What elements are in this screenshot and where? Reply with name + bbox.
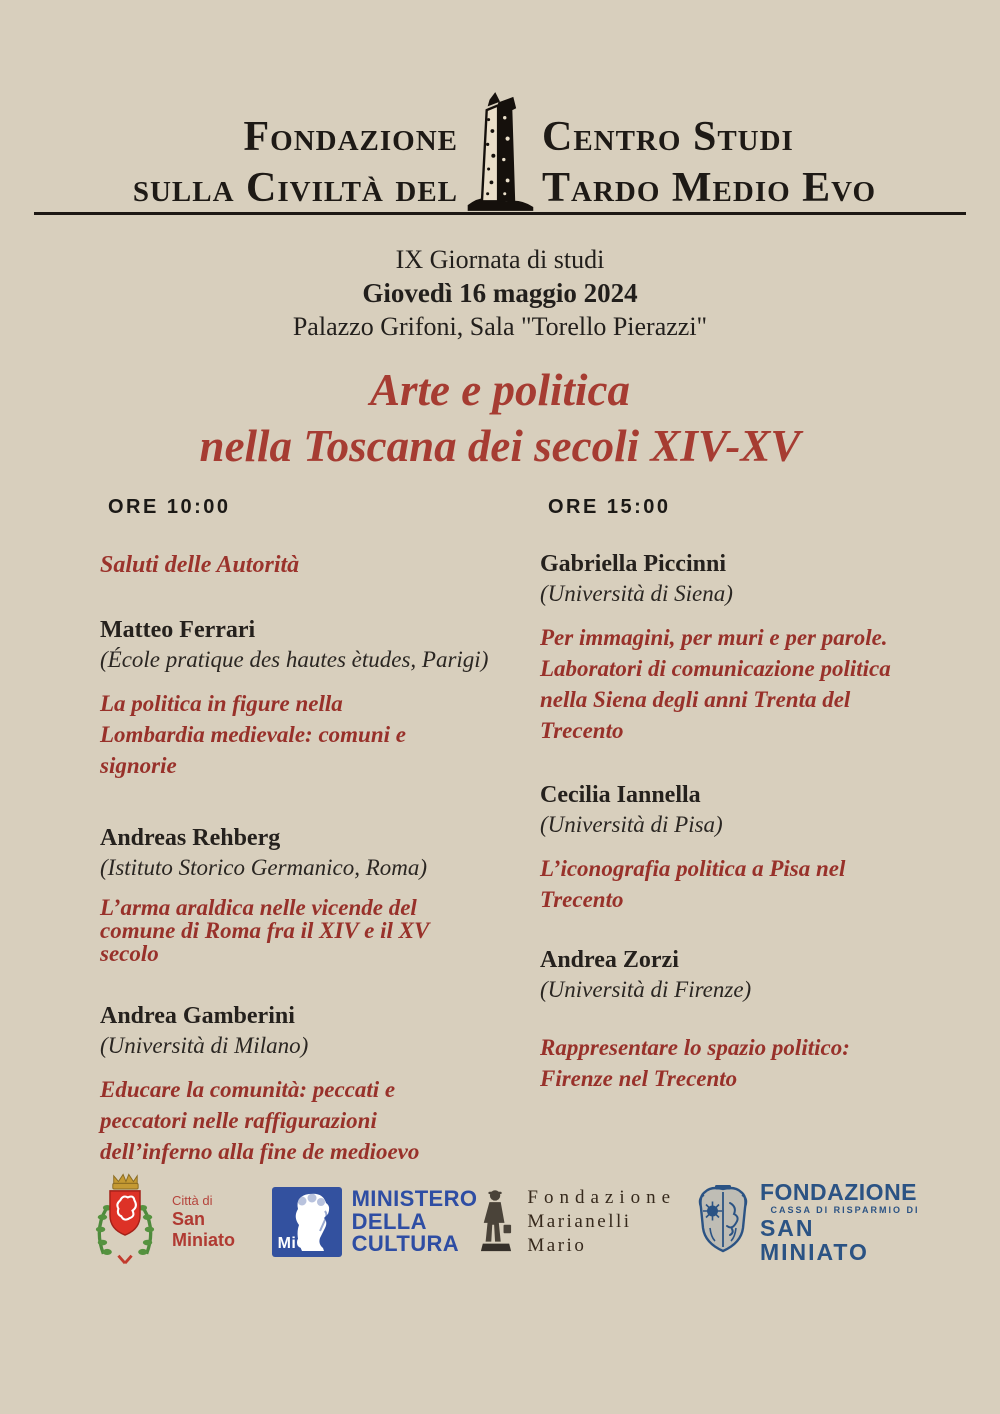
talk bbox=[540, 945, 972, 1094]
afternoon-session-column bbox=[540, 496, 972, 1094]
speaker-affiliation: (Università di Pisa) bbox=[540, 812, 723, 837]
talk-title-line: Per immagini, per muri e per parole. bbox=[540, 625, 888, 650]
crsm-line1: FONDAZIONE bbox=[759, 1179, 918, 1205]
mic-statue-icon bbox=[272, 1187, 342, 1257]
san-miniato-city-label: Città di bbox=[172, 1193, 213, 1208]
talk-title bbox=[100, 1074, 512, 1167]
talk-title-line: signorie bbox=[100, 753, 177, 778]
org-name-left bbox=[26, 112, 458, 214]
event-title bbox=[0, 362, 1000, 474]
org-left-line2: sulla Civiltà del bbox=[132, 165, 458, 211]
san-miniato-coat-of-arms-icon bbox=[94, 1172, 156, 1273]
talk-title-line: Firenze nel Trecento bbox=[540, 1066, 738, 1091]
org-right-line1: Centro Studi bbox=[542, 114, 794, 160]
ministero-cultura-logo bbox=[272, 1187, 478, 1257]
speaker-name: Matteo Ferrari bbox=[100, 617, 256, 643]
fondazione-crsm-logo bbox=[696, 1180, 930, 1264]
speaker-name: Gabriella Piccinni bbox=[540, 551, 726, 577]
crsm-shield-icon bbox=[696, 1184, 750, 1261]
speaker-affiliation: (Istituto Storico Germanico, Roma) bbox=[100, 855, 428, 880]
event-title-line1: Arte e politica bbox=[370, 365, 630, 415]
talk-title-line: L’iconografia politica a Pisa nel bbox=[540, 856, 846, 881]
san-miniato-name-label: San Miniato bbox=[172, 1209, 235, 1250]
speaker-affiliation: (Università di Milano) bbox=[100, 1033, 309, 1058]
opening-greetings: Saluti delle Autorità bbox=[100, 552, 300, 578]
medieval-tower-icon bbox=[462, 88, 538, 214]
session-time-afternoon: ORE 15:00 bbox=[548, 496, 671, 518]
talk-title-line: L’arma araldica nelle vicende del bbox=[100, 895, 417, 920]
talk-title-line: Laboratori di comunicazione politica bbox=[540, 656, 891, 681]
talk-title-line: Trecento bbox=[540, 887, 624, 912]
header-divider-rule bbox=[34, 212, 966, 215]
talk-title-line: dell’inferno alla fine de medioevo bbox=[100, 1139, 420, 1164]
speaker-name: Andrea Zorzi bbox=[540, 947, 679, 973]
talk-title bbox=[100, 896, 512, 965]
event-venue: Palazzo Grifoni, Sala "Torello Pierazzi" bbox=[292, 312, 708, 341]
morning-session-column bbox=[100, 496, 512, 1167]
marianelli-line2: Marianelli Mario bbox=[527, 1211, 632, 1256]
talk-title-line: Lombardia medievale: comuni e bbox=[100, 722, 406, 747]
san-miniato-text bbox=[172, 1193, 272, 1251]
mic-acronym-label: MiC bbox=[277, 1235, 309, 1252]
crsm-text bbox=[760, 1180, 930, 1264]
event-date: Giovedì 16 maggio 2024 bbox=[362, 278, 638, 308]
talk-title-line: nella Siena degli anni Trenta del bbox=[540, 687, 851, 712]
sponsor-logos bbox=[0, 1162, 1000, 1282]
talk bbox=[540, 780, 972, 915]
talk-title-line: peccatori nelle raffigurazioni bbox=[100, 1108, 377, 1133]
event-info bbox=[0, 243, 1000, 343]
talk-title bbox=[540, 622, 972, 746]
org-name-right bbox=[542, 112, 974, 214]
talk-title-line: comune di Roma fra il XIV e il XV bbox=[100, 918, 430, 943]
speaker-name: Andrea Gamberini bbox=[100, 1003, 295, 1029]
marianelli-line1: Fondazione bbox=[527, 1187, 677, 1208]
talk bbox=[100, 823, 512, 965]
ministero-line2: DELLA bbox=[351, 1208, 427, 1234]
org-right-line2: Tardo Medio Evo bbox=[542, 165, 877, 211]
speaker-name: Andreas Rehberg bbox=[100, 825, 281, 851]
talk-title-line: Rappresentare lo spazio politico: bbox=[540, 1035, 850, 1060]
talk bbox=[100, 1001, 512, 1167]
ministero-cultura-text bbox=[352, 1188, 478, 1256]
crsm-line2: CASSA DI RISPARMIO DI bbox=[770, 1205, 920, 1215]
san-miniato-logo bbox=[94, 1172, 272, 1273]
speaker-affiliation: (Università di Siena) bbox=[540, 581, 733, 606]
talk-title-line: secolo bbox=[100, 941, 159, 966]
crsm-line3: SAN MINIATO bbox=[759, 1215, 869, 1265]
talk-title-line: Trecento bbox=[540, 718, 624, 743]
talk bbox=[540, 549, 972, 746]
organization-header bbox=[0, 88, 1000, 214]
fondazione-marianelli-logo bbox=[477, 1186, 696, 1258]
speaker-affiliation: (École pratique des hautes ètudes, Parigi) bbox=[100, 647, 489, 672]
org-left-line1: Fondazione bbox=[243, 114, 458, 160]
marianelli-text bbox=[527, 1186, 696, 1258]
talk-title bbox=[540, 853, 972, 915]
talk-title bbox=[540, 1032, 972, 1094]
talk-title-line: Educare la comunità: peccati e bbox=[100, 1077, 396, 1102]
marianelli-statue-icon bbox=[477, 1187, 515, 1258]
event-series: IX Giornata di studi bbox=[395, 245, 605, 274]
session-time-morning: ORE 10:00 bbox=[108, 496, 231, 518]
speaker-affiliation: (Università di Firenze) bbox=[540, 977, 752, 1002]
ministero-line3: CULTURA bbox=[351, 1231, 460, 1257]
event-title-line2: nella Toscana dei secoli XIV-XV bbox=[199, 421, 801, 471]
talk bbox=[100, 615, 512, 781]
ministero-line1: MINISTERO bbox=[351, 1186, 478, 1212]
talk-title bbox=[100, 688, 512, 781]
speaker-name: Cecilia Iannella bbox=[540, 782, 701, 808]
talk-title-line: La politica in figure nella bbox=[100, 691, 343, 716]
